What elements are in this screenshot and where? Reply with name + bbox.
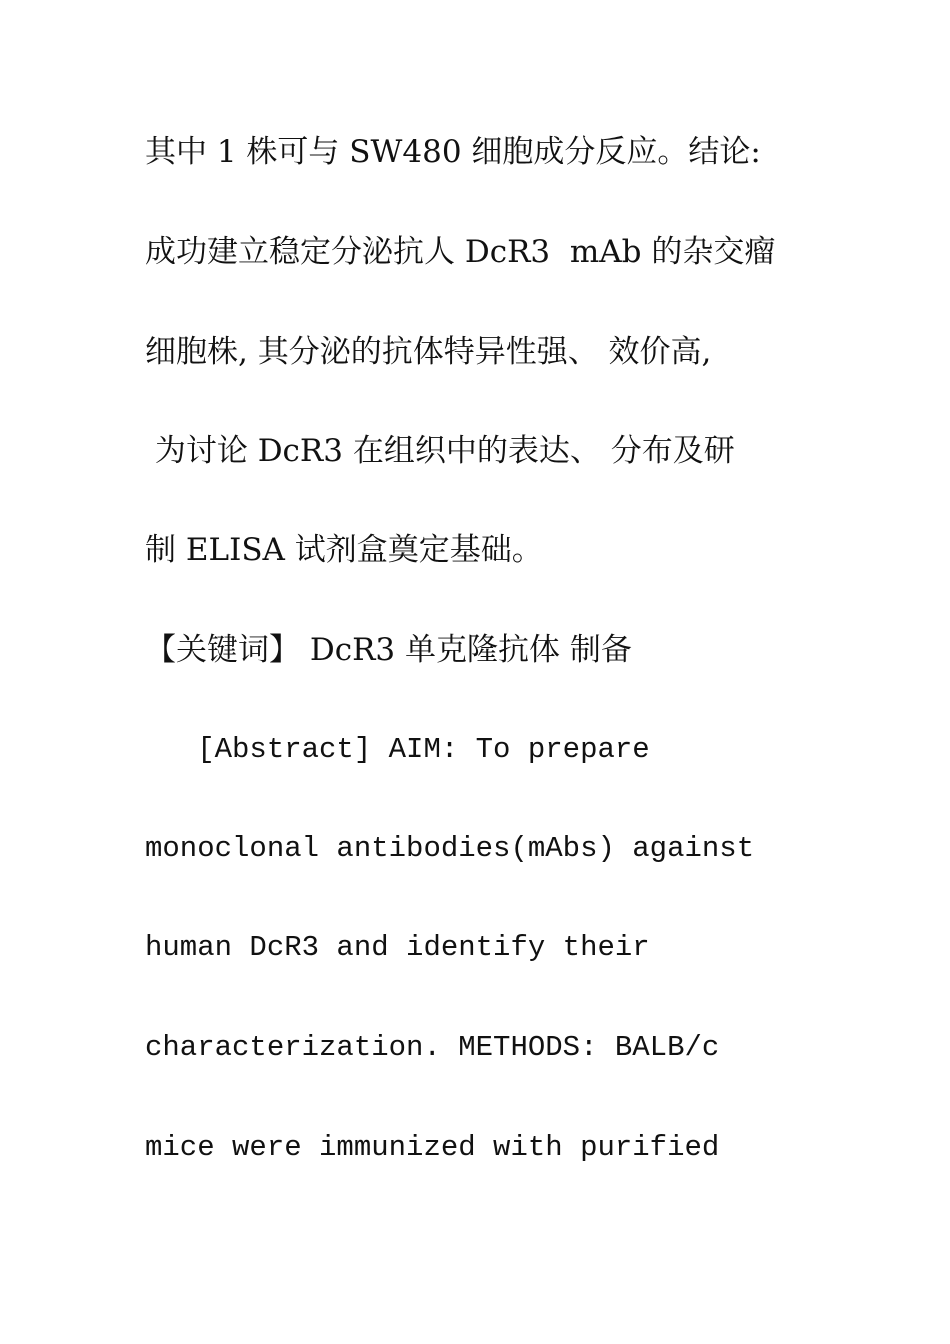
abstract-line: monoclonal antibodies(mAbs) against [145, 832, 755, 865]
body-text-line: 细胞株, 其分泌的抗体特异性强、 效价高, [145, 334, 712, 370]
body-text-line: 制 ELISA 试剂盒奠定基础。 [145, 532, 543, 568]
body-text-line: 成功建立稳定分泌抗人 DcR3 mAb 的杂交瘤 [145, 234, 776, 270]
keywords-line: 【关键词】 DcR3 单克隆抗体 制备 [145, 632, 632, 668]
abstract-line: characterization. METHODS: BALB/c [145, 1031, 720, 1064]
abstract-line: [Abstract] AIM: To prepare [145, 733, 650, 766]
body-text-line: 其中 1 株可与 SW480 细胞成分反应。结论: [145, 134, 761, 170]
abstract-line: mice were immunized with purified [145, 1131, 720, 1164]
body-text-line: 为讨论 DcR3 在组织中的表达、 分布及研 [145, 433, 735, 469]
abstract-line: human DcR3 and identify their [145, 931, 650, 964]
